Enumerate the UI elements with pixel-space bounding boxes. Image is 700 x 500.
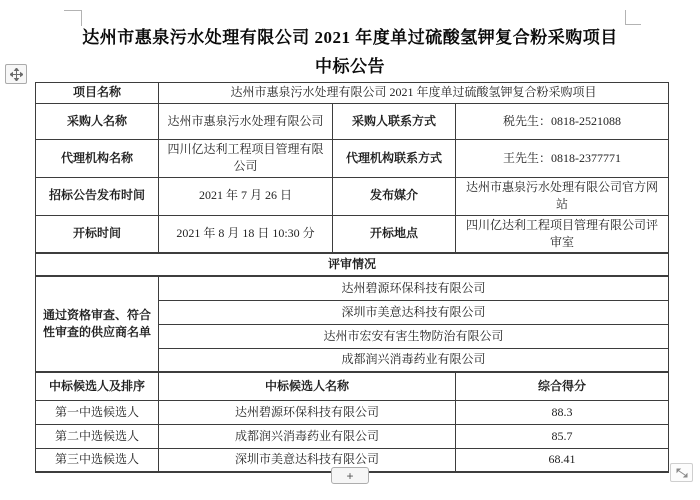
table-row <box>36 424 669 448</box>
opening-time-value[interactable]: 2021 年 8 月 18 日 10:30 分 <box>159 215 333 253</box>
page-margin-mark-top-right <box>625 10 641 25</box>
resize-diagonal-icon <box>676 468 688 478</box>
table-row <box>36 140 669 178</box>
candidate-3-name[interactable]: 深圳市美意达科技有限公司 <box>159 448 456 472</box>
project-name-label[interactable]: 项目名称 <box>36 83 159 104</box>
table-row <box>36 177 669 215</box>
table-move-handle[interactable] <box>5 64 27 84</box>
table-resize-handle[interactable] <box>670 463 693 482</box>
candidate-2-score[interactable]: 85.7 <box>456 424 669 448</box>
review-section-title[interactable]: 评审情况 <box>36 253 669 276</box>
add-row-button[interactable]: + <box>331 467 369 484</box>
candidate-2-rank[interactable]: 第二中选候选人 <box>36 424 159 448</box>
agency-contact-value[interactable]: 王先生：0818-2377771 <box>456 140 669 178</box>
publish-media-label[interactable]: 发布媒介 <box>333 177 456 215</box>
document-title[interactable]: 达州市惠泉污水处理有限公司 2021 年度单过硫酸氢钾复合粉采购项目中标公告 <box>82 28 618 76</box>
qualified-supplier-3[interactable]: 达州市宏安有害生物防治有限公司 <box>159 324 669 348</box>
candidate-3-score[interactable]: 68.41 <box>456 448 669 472</box>
candidates-rank-header[interactable]: 中标候选人及排序 <box>36 372 159 400</box>
opening-time-label[interactable]: 开标时间 <box>36 215 159 253</box>
agency-label[interactable]: 代理机构名称 <box>36 140 159 178</box>
purchaser-contact-label[interactable]: 采购人联系方式 <box>333 104 456 140</box>
candidates-name-header[interactable]: 中标候选人名称 <box>159 372 456 400</box>
qualified-supplier-1[interactable]: 达州碧源环保科技有限公司 <box>159 276 669 300</box>
announcement-time-label[interactable]: 招标公告发布时间 <box>36 177 159 215</box>
purchaser-value[interactable]: 达州市惠泉污水处理有限公司 <box>159 104 333 140</box>
table-row <box>36 215 669 253</box>
table-row <box>36 104 669 140</box>
move-icon <box>10 68 23 81</box>
table-row <box>36 276 669 300</box>
agency-contact-label[interactable]: 代理机构联系方式 <box>333 140 456 178</box>
opening-place-label[interactable]: 开标地点 <box>333 215 456 253</box>
candidate-1-score[interactable]: 88.3 <box>456 400 669 424</box>
bid-announcement-table <box>35 82 669 473</box>
purchaser-label[interactable]: 采购人名称 <box>36 104 159 140</box>
announcement-time-value[interactable]: 2021 年 7 月 26 日 <box>159 177 333 215</box>
candidate-3-rank[interactable]: 第三中选候选人 <box>36 448 159 472</box>
qualified-supplier-2[interactable]: 深圳市美意达科技有限公司 <box>159 300 669 324</box>
candidate-1-rank[interactable]: 第一中选候选人 <box>36 400 159 424</box>
project-name-value[interactable]: 达州市惠泉污水处理有限公司 2021 年度单过硫酸氢钾复合粉采购项目 <box>159 83 669 104</box>
table-row <box>36 400 669 424</box>
qualified-supplier-4[interactable]: 成都润兴消毒药业有限公司 <box>159 348 669 372</box>
agency-value[interactable]: 四川亿达利工程项目管理有限公司 <box>159 140 333 178</box>
table-row <box>36 83 669 104</box>
qualified-suppliers-label[interactable]: 通过资格审查、符合性审查的供应商名单 <box>36 276 159 372</box>
table-row <box>36 253 669 276</box>
purchaser-contact-value[interactable]: 税先生：0818-2521088 <box>456 104 669 140</box>
opening-place-value[interactable]: 四川亿达利工程项目管理有限公司评审室 <box>456 215 669 253</box>
publish-media-value[interactable]: 达州市惠泉污水处理有限公司官方网站 <box>456 177 669 215</box>
candidate-2-name[interactable]: 成都润兴消毒药业有限公司 <box>159 424 456 448</box>
table-header-row <box>36 372 669 400</box>
candidate-1-name[interactable]: 达州碧源环保科技有限公司 <box>159 400 456 424</box>
candidates-score-header[interactable]: 综合得分 <box>456 372 669 400</box>
